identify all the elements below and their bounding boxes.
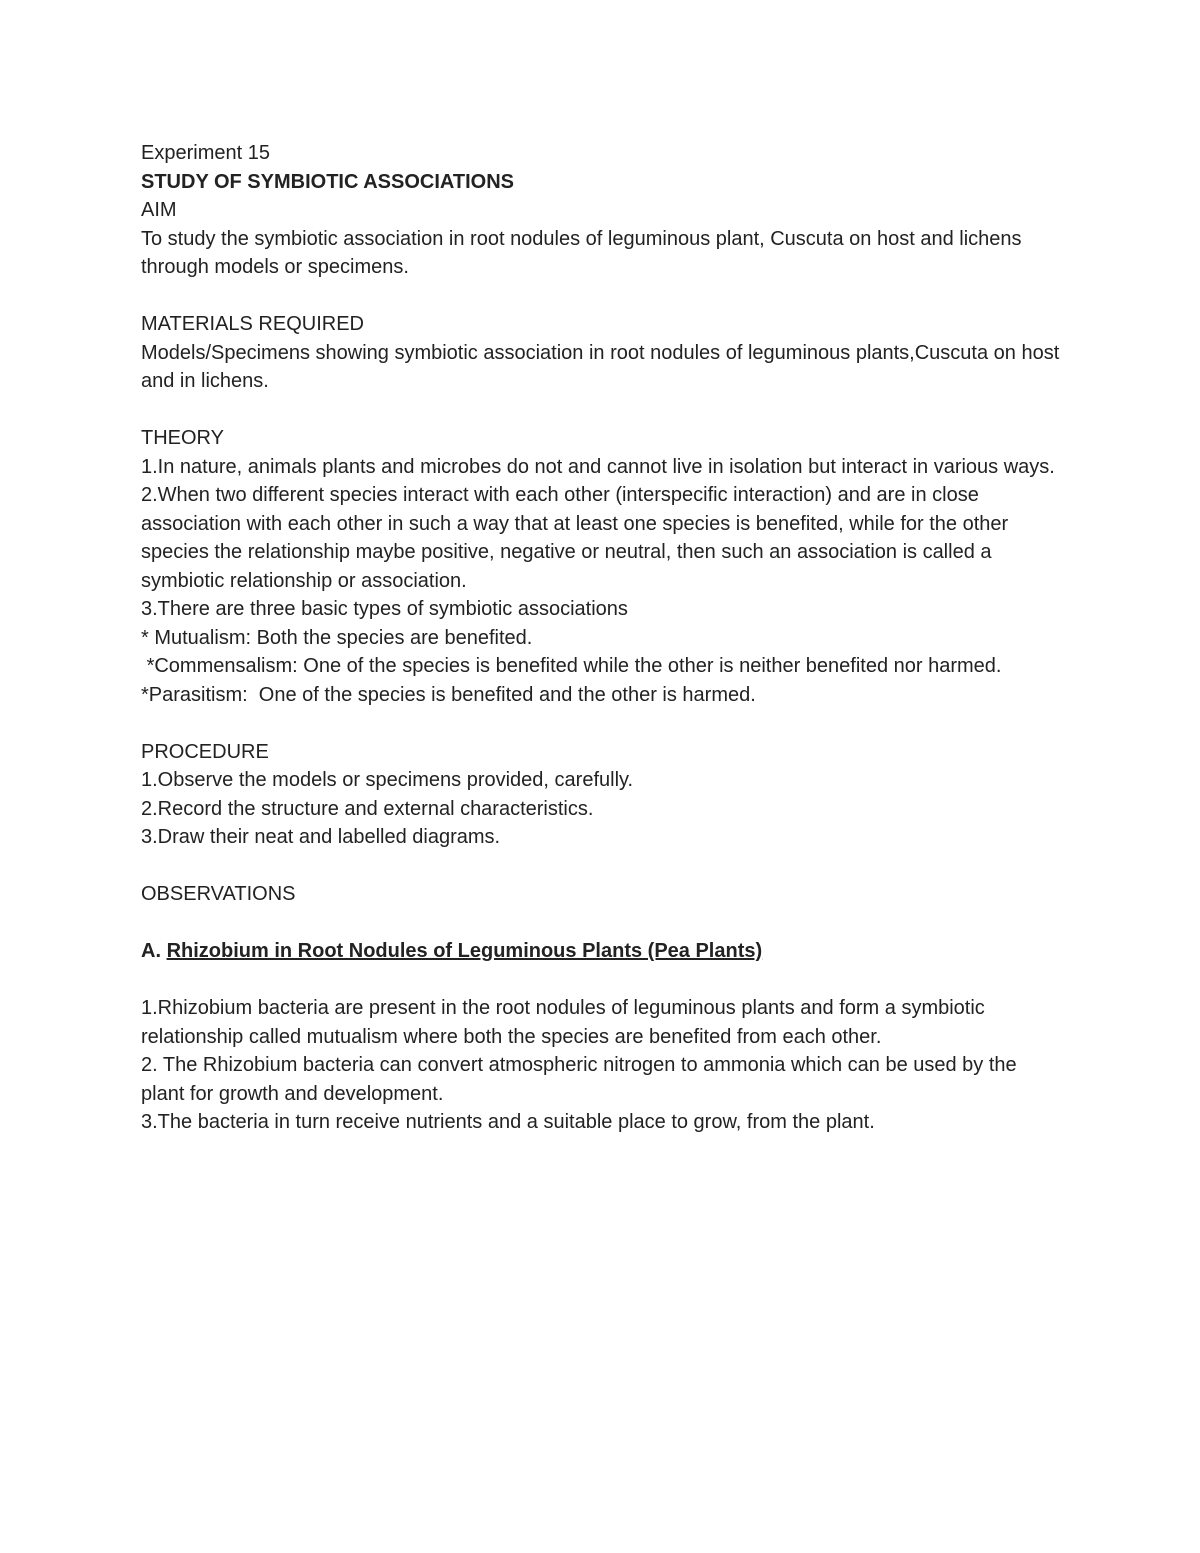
spacer bbox=[141, 909, 1071, 938]
theory-point: 3.There are three basic types of symbiotic associations bbox=[141, 598, 628, 620]
document-page bbox=[141, 139, 1071, 1137]
procedure-step: 2.Record the structure and external characteristics. bbox=[141, 797, 594, 820]
theory-heading: THEORY bbox=[141, 427, 224, 449]
document-title: STUDY OF SYMBIOTIC ASSOCIATIONS bbox=[141, 170, 514, 193]
observation-point: 3.The bacteria in turn receive nutrients and a suitable place to grow, from the plant. bbox=[141, 1111, 875, 1133]
spacer bbox=[141, 709, 1071, 738]
theory-point: *Commensalism: One of the species is benefited while the other is neither benefited nor harmed. bbox=[141, 655, 1002, 677]
theory-point: *Parasitism: One of the species is benefited and the other is harmed. bbox=[141, 683, 756, 706]
theory-point: 1.In nature, animals plants and microbes do not and cannot live in isolation but interact in various ways. bbox=[141, 455, 1055, 478]
procedure-step: 3.Draw their neat and labelled diagrams. bbox=[141, 826, 501, 848]
materials-text: Models/Specimens showing symbiotic association in root nodules of leguminous plants,Cuscuta on host and in lichens. bbox=[141, 341, 1060, 392]
observation-point: 1.Rhizobium bacteria are present in the root nodules of leguminous plants and form a symbiotic relationship called mutualism where both the species are benefited from each other. bbox=[141, 997, 985, 1048]
spacer bbox=[141, 852, 1071, 881]
spacer bbox=[141, 282, 1071, 311]
aim-heading: AIM bbox=[141, 199, 177, 221]
spacer bbox=[141, 966, 1071, 995]
spacer bbox=[141, 396, 1071, 425]
materials-heading: MATERIALS REQUIRED bbox=[141, 313, 364, 335]
aim-text: To study the symbiotic association in root nodules of leguminous plant, Cuscuta on host and lichens through models or specimens. bbox=[141, 227, 1022, 278]
section-a-heading bbox=[141, 937, 1071, 966]
observations-heading: OBSERVATIONS bbox=[141, 883, 296, 905]
theory-point: * Mutualism: Both the species are benefited. bbox=[141, 626, 533, 649]
procedure-step: 1.Observe the models or specimens provided, carefully. bbox=[141, 769, 634, 791]
section-a-prefix: A. bbox=[141, 940, 161, 962]
procedure-heading: PROCEDURE bbox=[141, 740, 269, 763]
experiment-label: Experiment 15 bbox=[141, 142, 270, 164]
observation-point: 2. The Rhizobium bacteria can convert atmospheric nitrogen to ammonia which can be used by the plant for growth and development. bbox=[141, 1054, 1028, 1105]
theory-point: 2.When two different species interact with each other (interspecific interaction) and are in close association with each other in such a way that at least one species is benefited, while for the other species the relationship maybe positive, negative or neutral, then such an association is called a symbiotic relationship or association. bbox=[141, 484, 1009, 592]
section-a-title: Rhizobium in Root Nodules of Leguminous Plants (Pea Plants) bbox=[166, 940, 763, 962]
